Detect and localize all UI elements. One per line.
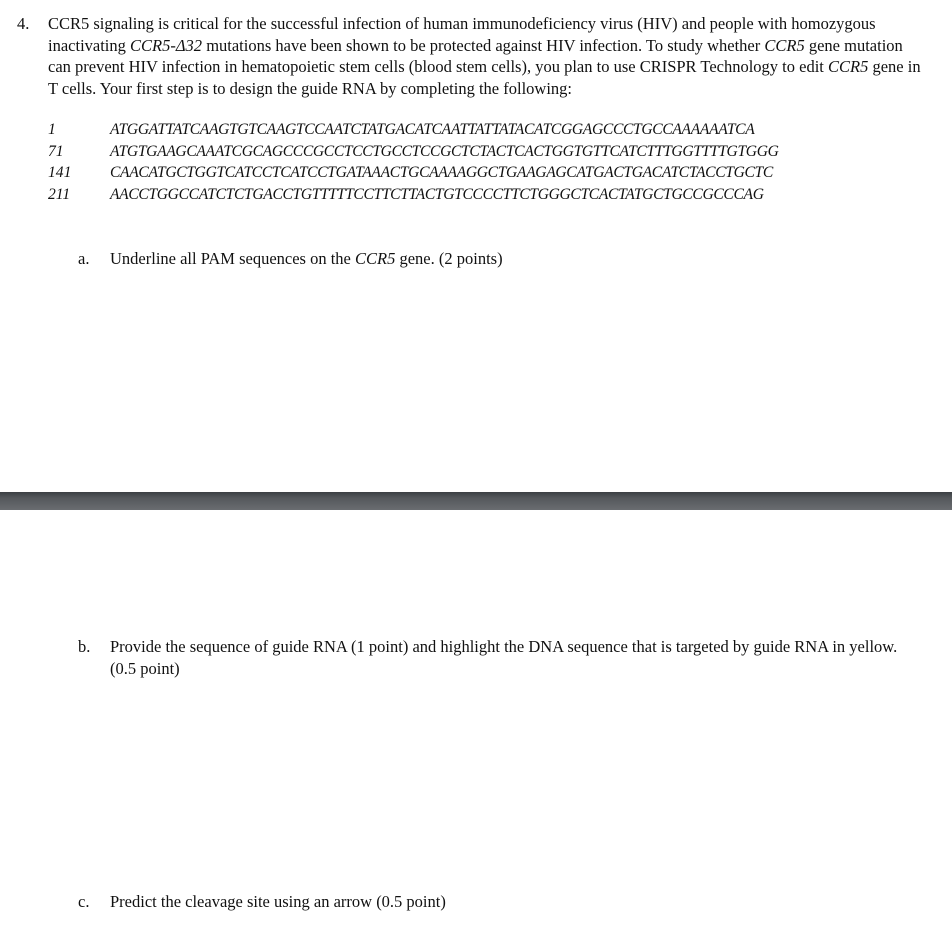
part-c-text: Predict the cleavage site using an arrow (0.5 point) — [110, 892, 446, 911]
part-b-label: b. — [78, 637, 91, 656]
sequence-line-dna[interactable]: AACCTGGCCATCTCTGACCTGTTTTTCCTTCTTACTGTCCCCTTCTGGGCTCACTATGCTGCCGCCCAG — [110, 185, 764, 203]
document-page-2 — [0, 510, 952, 948]
part-a-text-1: Underline all PAM sequences on the — [110, 249, 356, 268]
part-c-label: c. — [78, 892, 90, 911]
sequence-line-dna[interactable]: CAACATGCTGGTCATCCTCATCCTGATAAACTGCAAAAGGCTGAAGAGCATGACTGACATCTACCTGCTC — [110, 164, 773, 181]
part-b-text: Provide the sequence of guide RNA (1 point) and highlight the DNA sequence that is targeted by guide RNA in yellow. (0.5 point) — [110, 637, 898, 678]
stem-text-2: mutations have been shown to be protected against HIV infection. To study whether — [202, 35, 765, 55]
sequence-line-number: 1 — [48, 121, 56, 138]
question-stem — [48, 13, 928, 100]
sequence-line-dna[interactable]: ATGGATTATCAAGTGTCAAGTCCAATCTATGACATCAATTATTATACATCGGAGCCCTGCCAAAAAATCA — [110, 121, 755, 138]
sequence-line-number: 211 — [48, 185, 71, 203]
stem-text-1: CCR5 signaling is critical for the successful infection of human immunodeficiency virus (HIV) and people with homozygous inactivating — [48, 14, 876, 55]
part-a-label: a. — [78, 249, 90, 268]
gene-mutation-name: CCR5-Δ32 — [130, 35, 203, 55]
sequence-line-number: 141 — [48, 164, 72, 181]
sequence-line-dna[interactable]: ATGTGAAGCAAATCGCAGCCCGCCTCCTGCCTCCGCTCTACTCACTGGTGTTCATCTTTGGTTTTGTGGG — [110, 142, 779, 160]
part-a-text-2: gene. (2 points) — [395, 249, 503, 268]
question-number: 4. — [17, 14, 30, 33]
gene-name: CCR5 — [764, 35, 805, 55]
stem-text-3: gene mutation can prevent HIV infection in hematopoietic stem cells (blood stem cells), you plan to use CRISPR Technology to edit — [48, 35, 903, 77]
gene-name: CCR5 — [355, 249, 396, 268]
sequence-line-number: 71 — [48, 142, 64, 160]
part-a-text — [110, 248, 900, 270]
gene-name: CCR5 — [828, 57, 869, 77]
stem-text-4: gene in T cells. Your first step is to design the guide RNA by completing the following: — [48, 57, 921, 99]
page-break-divider — [0, 492, 952, 510]
